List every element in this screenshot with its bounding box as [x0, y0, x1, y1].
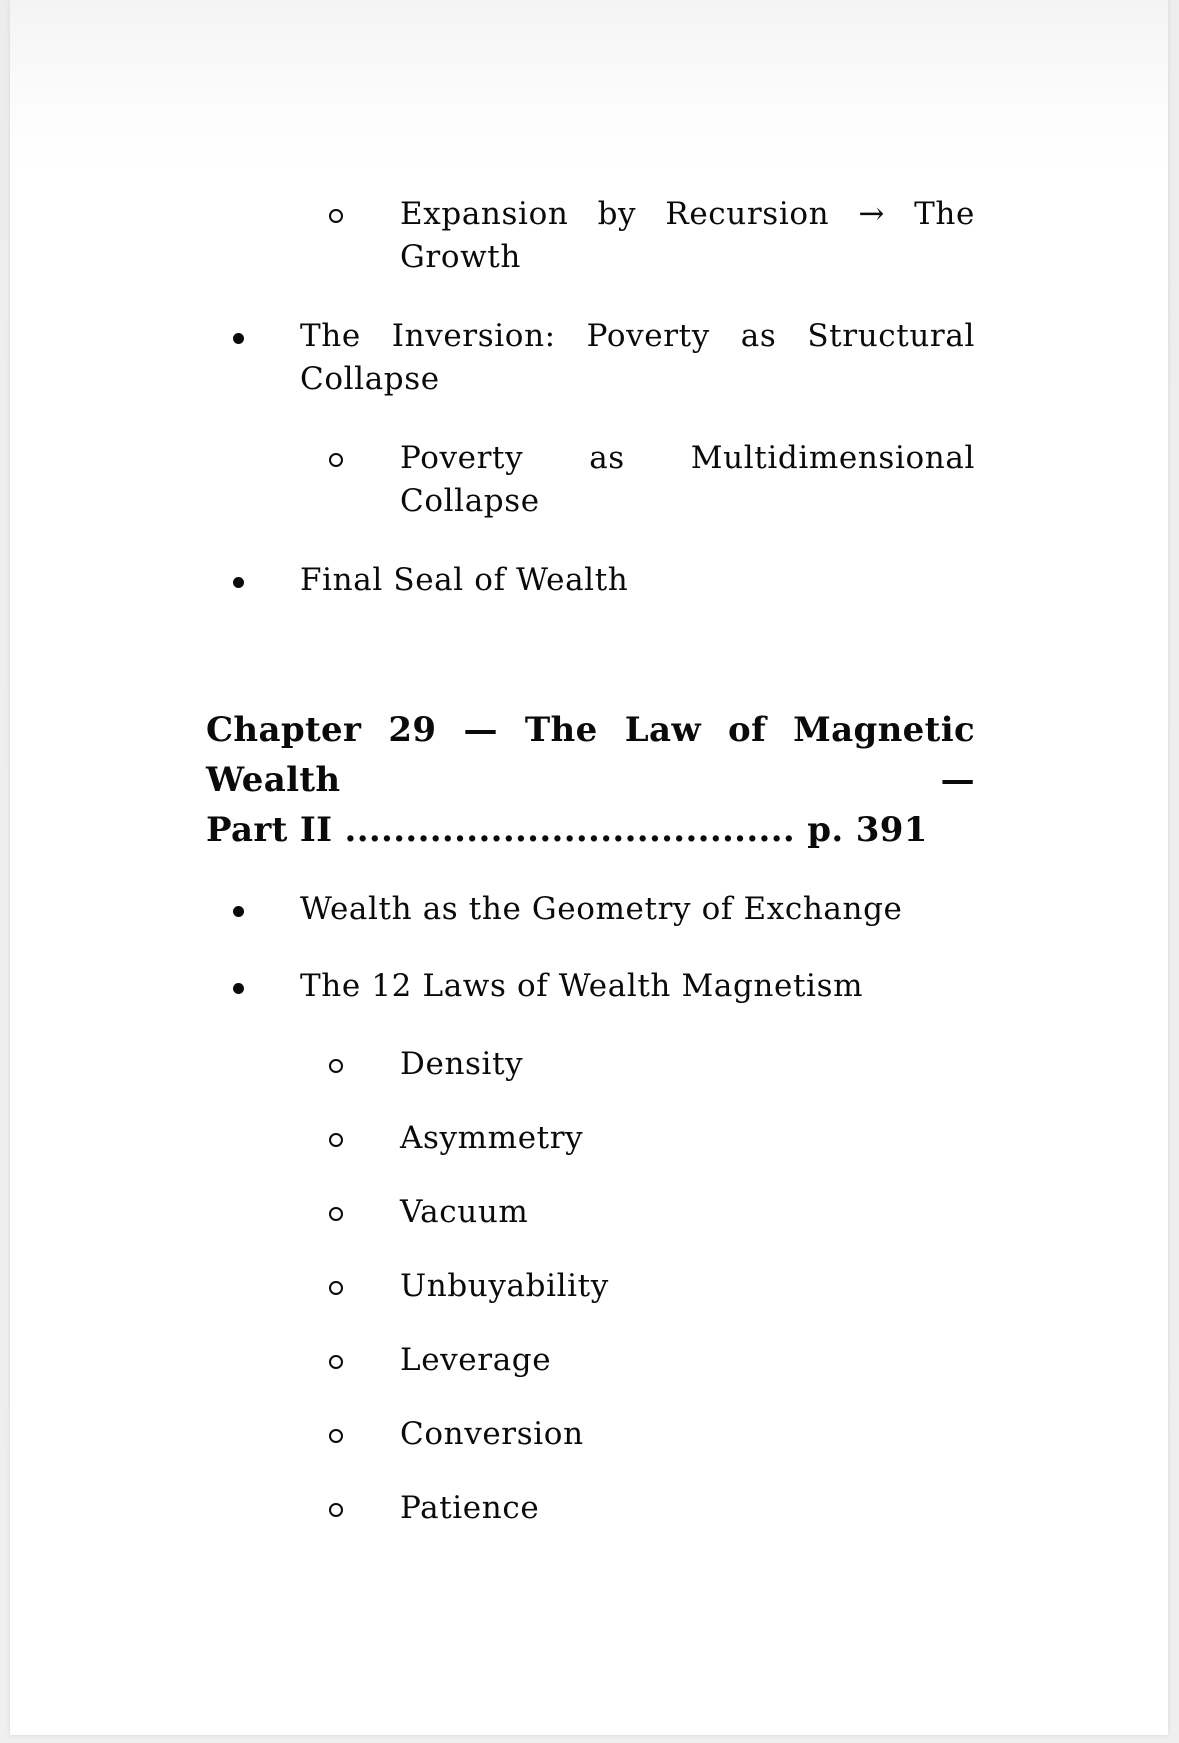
toc-subitem-line: Leverage [400, 1342, 552, 1378]
toc-subitem [206, 1487, 975, 1530]
circle-bullet-icon [329, 1429, 343, 1443]
toc-subitem [206, 1043, 975, 1086]
toc-item-line: Final Seal of Wealth [300, 562, 629, 598]
toc-subitem [206, 1413, 975, 1456]
dot-bullet-icon [233, 333, 244, 344]
circle-bullet-icon [329, 209, 343, 223]
circle-bullet-icon [329, 1281, 343, 1295]
circle-bullet-icon [329, 453, 343, 467]
toc-subitem [206, 1117, 975, 1160]
toc-subitem-line: Expansion by Recursion → The [400, 196, 975, 232]
circle-bullet-icon [329, 1059, 343, 1073]
toc-subitem [206, 437, 975, 523]
toc-item-line: Wealth as the Geometry of Exchange [300, 891, 903, 927]
chapter-heading-page-line [206, 805, 975, 855]
chapter-heading [206, 705, 975, 855]
toc-subitem [206, 193, 975, 279]
toc-item [206, 888, 975, 931]
toc-item [206, 315, 975, 401]
toc-item-line: Collapse [300, 361, 440, 397]
toc-subitem-line: Patience [400, 1490, 540, 1526]
dot-bullet-icon [233, 906, 244, 917]
toc-subitem-line: Vacuum [400, 1194, 529, 1230]
circle-bullet-icon [329, 1355, 343, 1369]
page-number-ref: p. 391 [807, 810, 928, 850]
toc-subitem-line: Conversion [400, 1416, 584, 1452]
toc-subitem [206, 1339, 975, 1382]
toc-subitem-line: Density [400, 1046, 524, 1082]
circle-bullet-icon [329, 1503, 343, 1517]
toc-subitem-line: Asymmetry [400, 1120, 584, 1156]
toc-subitem-line: Unbuyability [400, 1268, 609, 1304]
dot-bullet-icon [233, 577, 244, 588]
toc-item [206, 965, 975, 1008]
toc-item-line: The 12 Laws of Wealth Magnetism [300, 968, 864, 1004]
toc-subitem-line: Poverty as Multidimensional [400, 440, 975, 476]
circle-bullet-icon [329, 1207, 343, 1221]
dot-leader: ..................................... [344, 810, 796, 850]
chapter-part-label: Part II [206, 810, 333, 850]
toc-item-line: The Inversion: Poverty as Structural [300, 318, 975, 354]
circle-bullet-icon [329, 1133, 343, 1147]
toc-subitem [206, 1265, 975, 1308]
toc-item [206, 559, 975, 602]
toc-subitem-line: Collapse [400, 483, 540, 519]
document-page [10, 0, 1168, 1735]
chapter-heading-line: Chapter 29 — The Law of Magnetic Wealth — [206, 710, 975, 800]
toc-subitem [206, 1191, 975, 1234]
dot-bullet-icon [233, 983, 244, 994]
table-of-contents [206, 0, 975, 1530]
toc-subitem-line: Growth [400, 239, 521, 275]
